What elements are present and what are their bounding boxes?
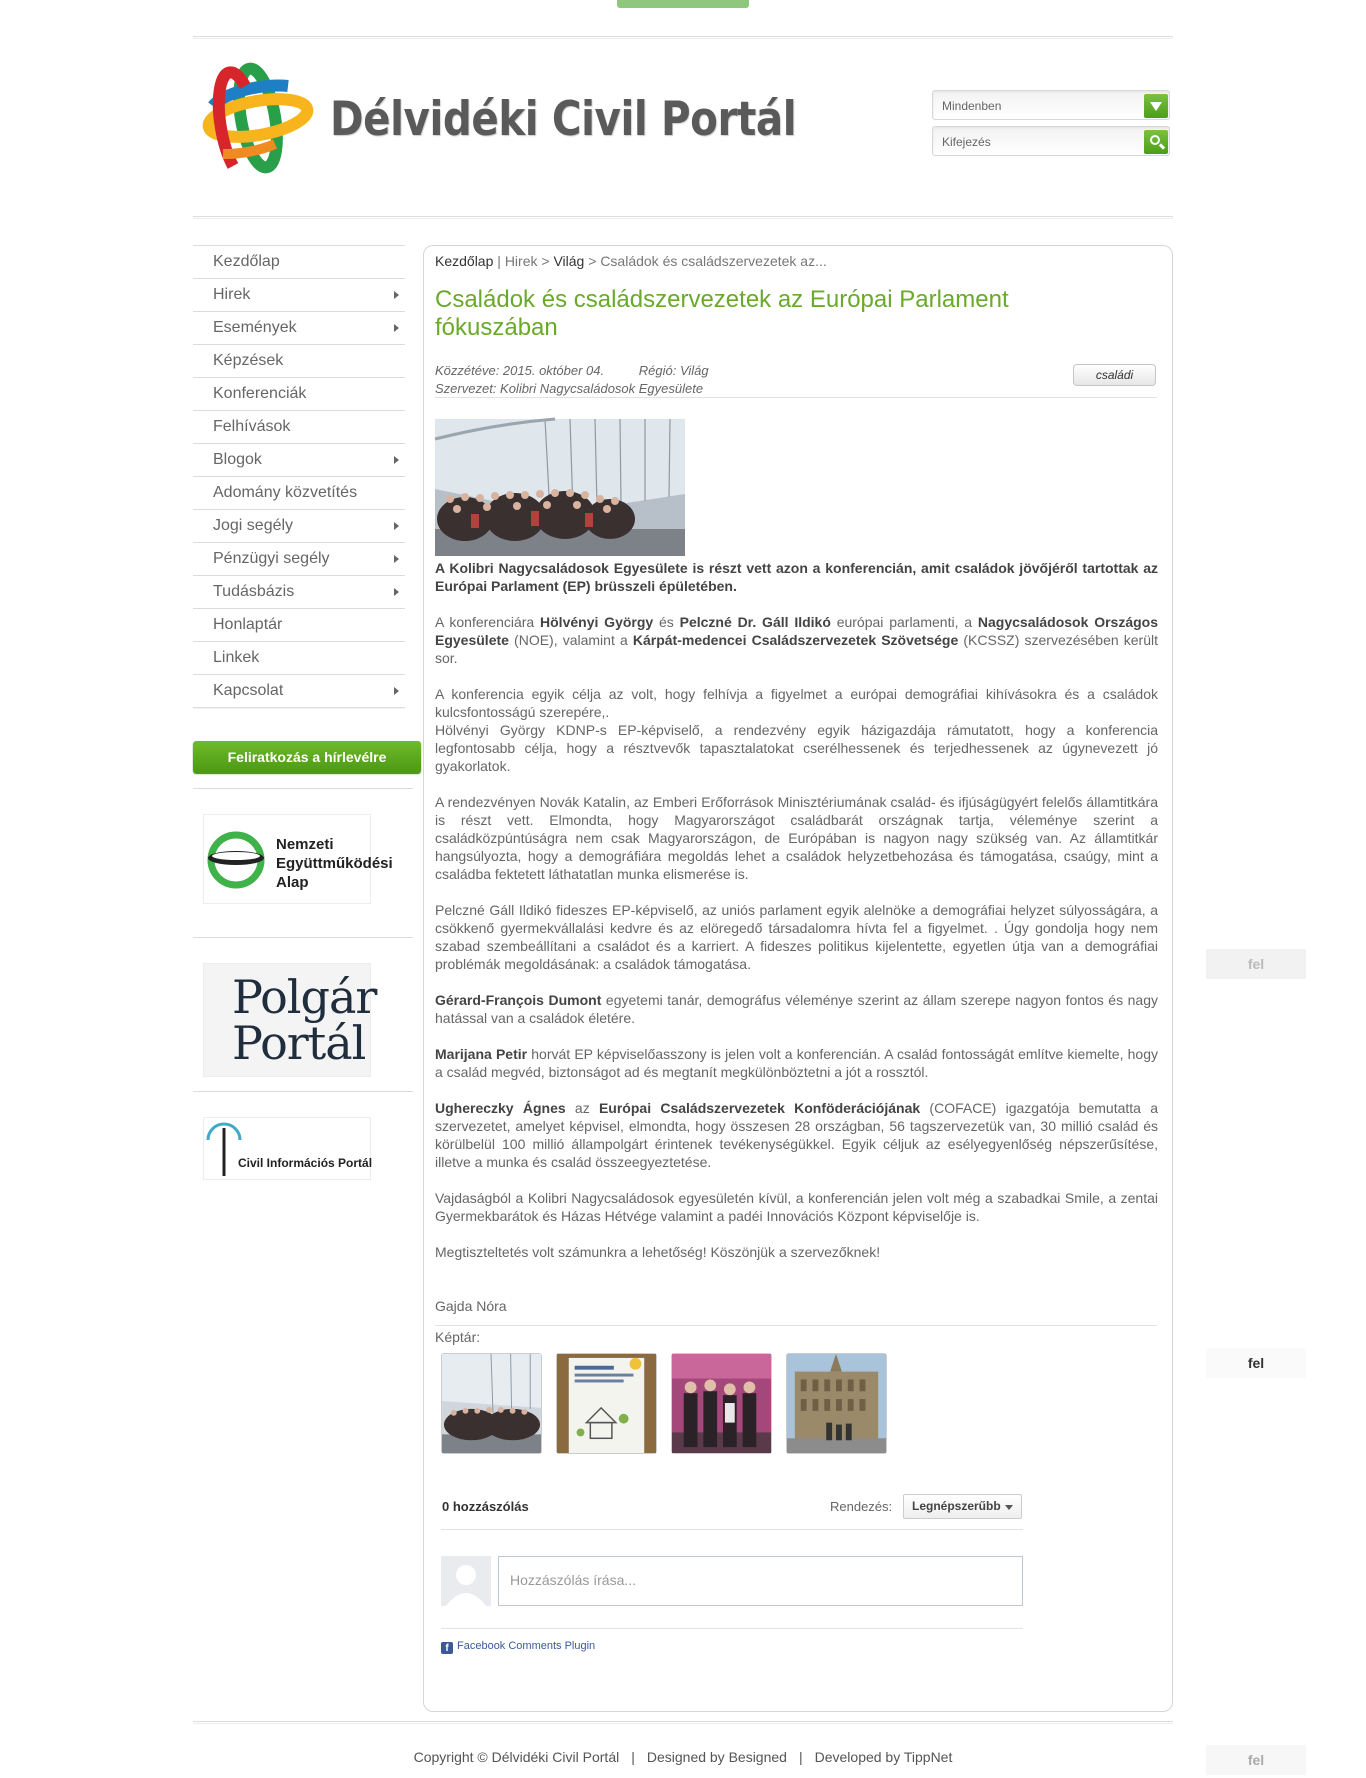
article-paragraph: Vajdaságból a Kolibri Nagycsaládosok egyesületén kívül, a konferencián jelen volt még a szabadkai Smile, a zentai Gyermekbarátok és Házas Hétvége valamint a padéi Innovációs Központ képviselője is. xyxy=(435,1190,1158,1224)
sidebar-item-label: Pénzügyi segély xyxy=(213,550,330,567)
facebook-icon: f xyxy=(441,1642,453,1654)
footer-sep: | xyxy=(631,1749,635,1765)
sidebar-item-label: Konferenciák xyxy=(213,385,307,402)
breadcrumb-home[interactable]: Kezdőlap xyxy=(435,253,494,269)
footer-copyright: Copyright © Délvidéki Civil Portál xyxy=(413,1749,620,1765)
sidebar-item[interactable] xyxy=(193,675,405,708)
meta-divider xyxy=(435,397,1157,398)
chevron-right-icon xyxy=(394,456,399,464)
sidebar-item-label: Kezdőlap xyxy=(213,253,280,270)
breadcrumb-sep: > xyxy=(537,253,554,269)
sidebar-item[interactable] xyxy=(193,477,405,510)
sidebar-item-label: Adomány közvetítés xyxy=(213,484,358,501)
footer-divider xyxy=(193,1721,1173,1724)
sidebar-item[interactable] xyxy=(193,609,405,642)
sidebar-item[interactable] xyxy=(193,642,405,675)
chevron-down-icon xyxy=(1005,1505,1013,1510)
gallery-thumb[interactable] xyxy=(786,1353,887,1454)
header-divider-top xyxy=(193,36,1173,39)
sidebar-item[interactable] xyxy=(193,510,405,543)
header-divider-bottom xyxy=(193,216,1173,219)
polgar-line-1: Polgár xyxy=(232,970,377,1024)
article-highlight: Nagycsaládosok Országos Egyesülete xyxy=(435,614,1158,648)
search-scope-value: Mindenben xyxy=(942,99,1002,113)
sidebar-item-label: Események xyxy=(213,319,297,336)
sidebar-item[interactable] xyxy=(193,543,405,576)
sidebar-item-label: Tudásbázis xyxy=(213,583,295,600)
search-icon xyxy=(1150,135,1160,145)
breadcrumb-sep: > xyxy=(584,253,601,269)
avatar xyxy=(441,1556,491,1606)
chevron-right-icon xyxy=(394,522,399,530)
chevron-right-icon xyxy=(394,291,399,299)
breadcrumb-news[interactable]: Hirek xyxy=(504,253,538,269)
chevron-right-icon xyxy=(394,555,399,563)
sidebar-divider xyxy=(193,1091,413,1093)
back-to-top-button[interactable]: fel xyxy=(1206,1745,1306,1775)
sidebar-item-label: Honlaptár xyxy=(213,616,283,633)
sidebar-item[interactable] xyxy=(193,279,405,312)
chevron-right-icon xyxy=(394,324,399,332)
gallery-thumb[interactable] xyxy=(671,1353,772,1454)
polgar-line-2: Portál xyxy=(232,1016,366,1070)
search-button[interactable] xyxy=(1144,130,1168,154)
sort-label: Rendezés: xyxy=(830,1499,893,1514)
search-scope-select[interactable] xyxy=(932,90,1170,120)
comment-count: 0 hozzászólás xyxy=(442,1499,529,1514)
gallery-divider xyxy=(435,1325,1157,1326)
sidebar-item-label: Linkek xyxy=(213,649,260,666)
newsletter-subscribe-button[interactable]: Feliratkozás a hírlevélre xyxy=(193,741,421,773)
organization: Szervezet: Kolibri Nagycsaládosok Egyesülete xyxy=(435,381,704,396)
article-text: európai parlamenti, a xyxy=(830,614,978,630)
back-to-top-button[interactable]: fel xyxy=(1206,1348,1306,1378)
breadcrumb-world[interactable]: Világ xyxy=(553,253,585,269)
article-paragraph xyxy=(435,1099,1158,1171)
breadcrumb-sep: | xyxy=(493,253,505,269)
article-paragraph xyxy=(435,685,1158,775)
nea-logo-icon xyxy=(206,825,266,895)
comments-divider xyxy=(441,1628,1023,1629)
gallery-thumb[interactable] xyxy=(441,1353,542,1454)
article-main-photo[interactable] xyxy=(435,419,685,556)
gallery-thumb[interactable] xyxy=(556,1353,657,1454)
dropdown-arrow-button[interactable] xyxy=(1144,94,1168,118)
article-paragraph xyxy=(435,991,1158,1027)
article-title: Családok és családszervezetek az Európai Parlament fókuszában xyxy=(435,286,1009,341)
article-text: (KCSSZ) szervezésében került sor. xyxy=(435,632,1159,666)
footer-designed[interactable]: Designed by Besigned xyxy=(646,1749,787,1765)
gallery-label: Képtár: xyxy=(435,1329,481,1345)
article-text: (COFACE) igazgatója bemutatta a szervezetet, amelyet képvisel, elmondta, hogy összesen 28 országban, 56 tagszervezetük van, 30 millió család és körülbelül 100 millió állampolgárt érintenek tevékenységükkel. Egyik céljuk az esélyegyenlőség népszerűsítése, illetve a munka és család összeegyeztetése. xyxy=(435,1100,1158,1170)
back-to-top-button[interactable]: fel xyxy=(1206,949,1306,979)
article-highlight: Kárpát-medencei Családszervezetek Szövetsége xyxy=(632,632,959,648)
breadcrumb-current: Családok és családszervezetek az... xyxy=(600,253,827,269)
sidebar-item[interactable] xyxy=(193,246,405,279)
chevron-right-icon xyxy=(394,588,399,596)
nea-line-1: Nemzeti xyxy=(276,836,334,853)
sort-select-value: Legnépszerűbb xyxy=(912,1499,1001,1513)
article-text: és xyxy=(653,614,680,630)
top-accent-bar xyxy=(617,0,749,8)
chevron-right-icon xyxy=(394,687,399,695)
banner-nea[interactable] xyxy=(203,814,393,904)
nea-line-3: Alap xyxy=(276,874,309,891)
article-text: (NOE), valamint a xyxy=(508,632,633,648)
facebook-plugin-label: Facebook Comments Plugin xyxy=(457,1640,596,1652)
sidebar-item[interactable] xyxy=(193,345,405,378)
article-panel xyxy=(423,245,1173,1712)
article-paragraph xyxy=(435,613,1158,667)
article-text: A konferenciára xyxy=(435,614,541,630)
comment-input[interactable]: Hozzászólás írása... xyxy=(498,1556,1023,1606)
article-paragraph xyxy=(435,1045,1158,1081)
sidebar-item[interactable] xyxy=(193,444,405,477)
published-date: Közzétéve: 2015. október 04. xyxy=(435,363,605,378)
sidebar-item[interactable] xyxy=(193,576,405,609)
article-paragraph: A rendezvényen Novák Katalin, az Emberi Erőforrások Minisztériumának család- és ifjúságügyért felelős államtitkára is részt vett. Elmondta, hogy Magyarországot családbarát országnak tartja, véleménye szerint a családközpúntúságra nem csak Magyarországon, de Európában is nagyon nagy szükség van. Az államtitkár hangsúlyozta, hogy a demográfiára megoldás lehet a családok helyzetbehozása és támogatása, csaúgy, mint a családba fektetett láthatatlan munka elismerése is. xyxy=(435,794,1158,882)
article-highlight: Gérard-François Dumont xyxy=(435,992,602,1008)
civil-info-logo-icon xyxy=(204,1118,244,1181)
sidebar-item-label: Felhívások xyxy=(213,418,291,435)
sidebar-item[interactable] xyxy=(193,411,405,444)
article-author: Gajda Nóra xyxy=(435,1298,507,1314)
sidebar-item-label: Képzések xyxy=(213,352,284,369)
civil-info-text: Civil Információs Portál xyxy=(238,1156,373,1170)
banner-polgar-portal[interactable] xyxy=(203,963,377,1077)
chevron-down-icon xyxy=(1150,102,1162,111)
article-body xyxy=(435,559,1158,1279)
article-sentence: A konferencia egyik célja az volt, hogy felhívja a figyelmet a európai demográfiai kihívásokra és a családok kulcsfontosságú szerepére,. xyxy=(435,686,1158,720)
footer xyxy=(0,1749,1366,1765)
article-paragraph: Pelczné Gáll Ildikó fideszes EP-képviselő, az uniós parlament egyik alelnöke a demográfiai helyzet súlyosságára, a csökkenő gyermekvállalási kedvre és az elöregedő társadalomra hívta fel a figyelmet. . Úgy gondolja hogy nem szabad szembeállítani a családot és a karriert. A fideszes politikus kijelentette, egyetlen útja van a demográfiai problémák megoldásának: a családok támogatása. xyxy=(435,902,1158,972)
breadcrumb xyxy=(435,253,827,269)
article-highlight: Pelczné Dr. Gáll Ildikó xyxy=(679,614,831,630)
search-placeholder: Kifejezés xyxy=(942,135,991,149)
facebook-plugin-link[interactable] xyxy=(441,1640,595,1654)
tag-button[interactable]: családi xyxy=(1073,364,1156,386)
article-highlight: Hölvényi György xyxy=(540,614,654,630)
region: Régió: Világ xyxy=(638,363,709,378)
footer-developed[interactable]: Developed by TippNet xyxy=(814,1749,953,1765)
nea-line-2: Együttműködési xyxy=(276,855,393,872)
article-text: egyetemi tanár, demográfus véleménye szerint az állam szerepe nagyon fontos és nagy hatással van a családok életére. xyxy=(435,992,1158,1026)
sidebar-item-label: Jogi segély xyxy=(213,517,294,534)
article-lead: A Kolibri Nagycsaládosok Egyesülete is részt vett azon a konferencián, amit családok jövőjéről tartottak az Európai Parlament (EP) brüsszeli épületében. xyxy=(435,560,1158,594)
article-paragraph: Megtiszteltetés volt számunkra a lehetőség! Köszönjük a szervezőknek! xyxy=(435,1244,881,1260)
article-text: horvát EP képviselőasszony is jelen volt a konferencián. A család fontosságát említve kiemelte, hogy a család megvéd, biztonságot ad és megtanít megkülönböztetni a jót a rossztól. xyxy=(435,1046,1158,1080)
site-title[interactable]: Délvidéki Civil Portál xyxy=(330,92,797,147)
sort-select[interactable] xyxy=(903,1494,1022,1519)
sidebar-item[interactable] xyxy=(193,312,405,345)
banner-civil-info[interactable] xyxy=(203,1117,371,1180)
footer-sep: | xyxy=(798,1749,803,1765)
sidebar-divider xyxy=(193,937,413,939)
search-input[interactable] xyxy=(932,126,1170,156)
sidebar-item-label: Blogok xyxy=(213,451,262,468)
article-meta-row xyxy=(435,363,709,378)
article-highlight: Marijana Petir xyxy=(435,1046,528,1062)
article-text: az xyxy=(565,1100,599,1116)
article-highlight: Európai Családszervezetek Konföderációjának xyxy=(598,1100,921,1116)
sidebar-divider xyxy=(193,788,413,790)
site-logo-icon[interactable] xyxy=(193,56,323,180)
article-sentence: Hölvényi György KDNP-s EP-képviselő, a rendezvény egyik házigazdája rámutatott, hogy a konferencia legfontosabb célja, hogy a résztvevők tapasztalatokat cserélhessenek és terjedhessenek az úgynevezett jó gyakorlatok. xyxy=(435,722,1158,774)
sidebar-item-label: Kapcsolat xyxy=(213,682,284,699)
sidebar-item-label: Hirek xyxy=(213,286,251,303)
comments-divider xyxy=(441,1529,1023,1530)
sidebar-nav xyxy=(193,245,405,708)
sidebar-item[interactable] xyxy=(193,378,405,411)
article-highlight: Ughereczky Ágnes xyxy=(435,1100,566,1116)
